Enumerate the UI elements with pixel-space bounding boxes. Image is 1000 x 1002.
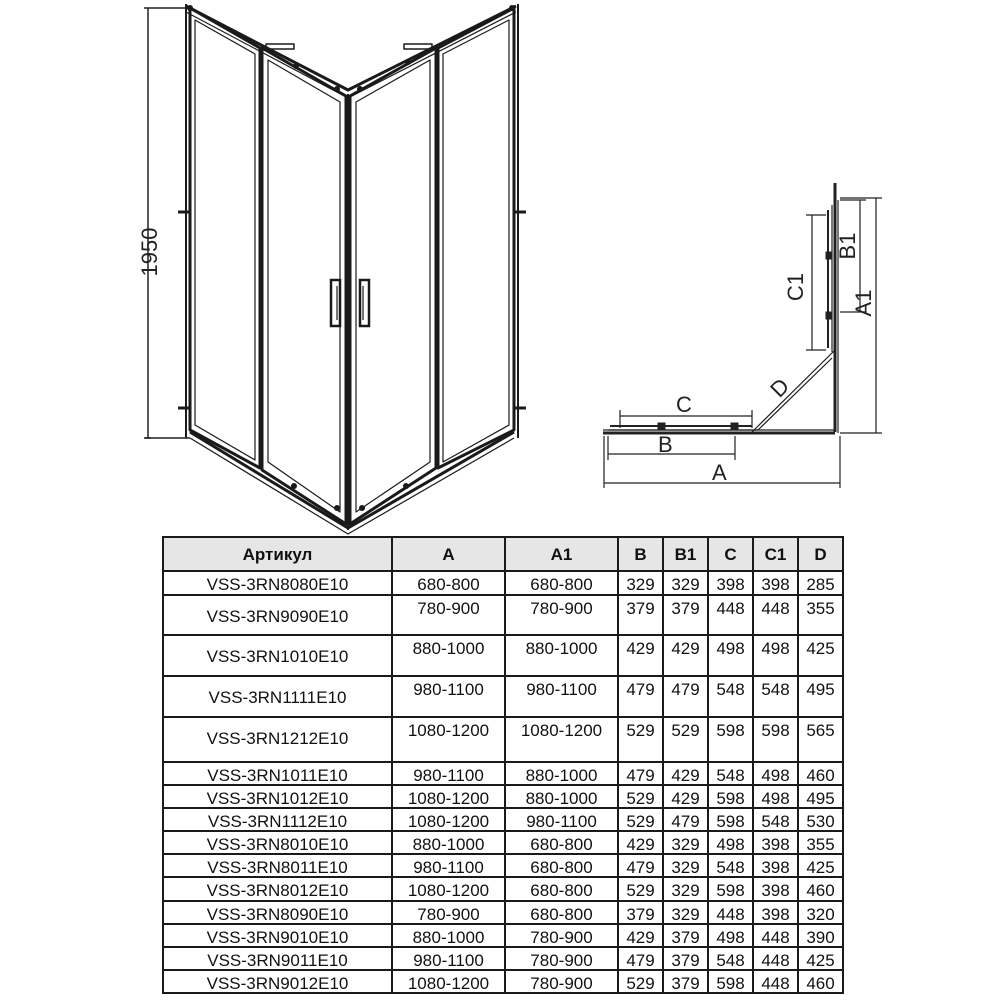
column-header: A1: [505, 537, 618, 571]
dimension-cell: 780-900: [505, 595, 618, 635]
dimension-cell: 329: [618, 571, 663, 595]
article-cell: VSS-3RN8010E10: [163, 831, 392, 854]
dimension-cell: 479: [618, 676, 663, 717]
article-cell: VSS-3RN9011E10: [163, 947, 392, 970]
article-cell: VSS-3RN1112E10: [163, 808, 392, 831]
dimension-cell: 780-900: [392, 595, 505, 635]
dimension-cell: 780-900: [505, 924, 618, 947]
dimension-cell: 598: [708, 877, 753, 901]
dimension-cell: 1080-1200: [392, 808, 505, 831]
dimension-cell: 548: [708, 854, 753, 877]
dimension-cell: 598: [708, 717, 753, 762]
dimension-cell: 479: [618, 854, 663, 877]
table-row: [163, 676, 843, 717]
dimension-cell: 398: [753, 877, 798, 901]
dimension-cell: 355: [798, 595, 843, 635]
dimension-cell: 448: [708, 901, 753, 924]
dimension-cell: 429: [618, 924, 663, 947]
article-cell: VSS-3RN8012E10: [163, 877, 392, 901]
dimension-cell: 980-1100: [392, 676, 505, 717]
column-header: B1: [663, 537, 708, 571]
dimension-cell: 390: [798, 924, 843, 947]
dimension-cell: 329: [663, 877, 708, 901]
dimension-cell: 680-800: [505, 571, 618, 595]
dimension-cell: 529: [663, 717, 708, 762]
table-row: [163, 808, 843, 831]
dimension-cell: 329: [663, 854, 708, 877]
table-row: [163, 947, 843, 970]
dimension-cell: 498: [708, 635, 753, 676]
dimension-cell: 479: [663, 808, 708, 831]
dimension-cell: 680-800: [505, 877, 618, 901]
article-cell: VSS-3RN1212E10: [163, 717, 392, 762]
dimension-cell: 498: [753, 635, 798, 676]
article-cell: VSS-3RN1012E10: [163, 785, 392, 808]
dimension-cell: 680-800: [392, 571, 505, 595]
dimension-cell: 398: [753, 571, 798, 595]
table-header-row: [163, 537, 843, 571]
dimension-cell: 379: [618, 901, 663, 924]
label-a1: A1: [851, 289, 876, 317]
dimension-cell: 398: [753, 901, 798, 924]
enclosure-frame: [178, 4, 526, 534]
dimension-cell: 548: [708, 762, 753, 785]
dimension-cell: 320: [798, 901, 843, 924]
dimension-cell: 529: [618, 970, 663, 993]
label-c1: C1: [783, 272, 808, 302]
dimension-cell: 498: [708, 831, 753, 854]
dimension-cell: 398: [753, 854, 798, 877]
dimension-cell: 460: [798, 762, 843, 785]
spec-table: [162, 536, 844, 994]
article-cell: VSS-3RN1111E10: [163, 676, 392, 717]
plan-view: [603, 183, 882, 488]
dimension-cell: 379: [663, 947, 708, 970]
dimension-cell: 448: [753, 947, 798, 970]
dimension-cell: 498: [753, 762, 798, 785]
dimension-cell: 398: [708, 571, 753, 595]
dimension-cell: 425: [798, 635, 843, 676]
dimension-cell: 1080-1200: [505, 717, 618, 762]
dimension-cell: 980-1100: [392, 854, 505, 877]
dimension-cell: 1080-1200: [392, 877, 505, 901]
article-cell: VSS-3RN1011E10: [163, 762, 392, 785]
dimension-cell: 498: [753, 785, 798, 808]
dimension-cell: 880-1000: [392, 635, 505, 676]
dimension-cell: 598: [708, 785, 753, 808]
dimension-cell: 448: [753, 595, 798, 635]
column-header: C1: [753, 537, 798, 571]
dimension-cell: 355: [798, 831, 843, 854]
table-row: [163, 571, 843, 595]
dimension-cell: 429: [663, 762, 708, 785]
dimension-cell: 448: [708, 595, 753, 635]
dimension-cell: 329: [663, 571, 708, 595]
dimension-cell: 680-800: [505, 831, 618, 854]
plan-labels: [658, 233, 876, 485]
dimension-cell: 598: [708, 970, 753, 993]
dimension-cell: 379: [663, 595, 708, 635]
dimension-cell: 680-800: [505, 901, 618, 924]
dimension-cell: 479: [663, 676, 708, 717]
dimension-cell: 379: [663, 924, 708, 947]
column-header: Артикул: [163, 537, 392, 571]
table-body: [163, 571, 843, 993]
table-row: [163, 785, 843, 808]
dimension-cell: 980-1100: [505, 676, 618, 717]
table-row: [163, 595, 843, 635]
dimension-cell: 529: [618, 808, 663, 831]
dimension-cell: 780-900: [505, 947, 618, 970]
dimension-cell: 880-1000: [392, 924, 505, 947]
dimension-cell: 479: [618, 762, 663, 785]
dimension-cell: 429: [663, 785, 708, 808]
column-header: A: [392, 537, 505, 571]
dimension-cell: 880-1000: [505, 635, 618, 676]
label-d: D: [765, 373, 795, 403]
dimension-cell: 780-900: [392, 901, 505, 924]
label-b1: B1: [835, 232, 860, 260]
article-cell: VSS-3RN9012E10: [163, 970, 392, 993]
table-row: [163, 831, 843, 854]
height-dimension: [144, 8, 190, 438]
dimension-cell: 548: [753, 808, 798, 831]
table-row: [163, 762, 843, 785]
dimension-cell: 429: [663, 635, 708, 676]
dimension-cell: 398: [753, 831, 798, 854]
dimension-cell: 980-1100: [392, 762, 505, 785]
article-cell: VSS-3RN8080E10: [163, 571, 392, 595]
dimension-cell: 1080-1200: [392, 717, 505, 762]
dimension-cell: 479: [618, 947, 663, 970]
label-b: B: [658, 432, 673, 457]
dimension-cell: 598: [753, 717, 798, 762]
table-row: [163, 877, 843, 901]
height-label: 1950: [137, 227, 162, 277]
dimension-cell: 425: [798, 854, 843, 877]
article-cell: VSS-3RN8090E10: [163, 901, 392, 924]
dimension-cell: 548: [708, 676, 753, 717]
article-cell: VSS-3RN8011E10: [163, 854, 392, 877]
dimension-cell: 980-1100: [505, 808, 618, 831]
dimension-cell: 529: [618, 717, 663, 762]
dimension-cell: 780-900: [505, 970, 618, 993]
dimension-cell: 880-1000: [505, 762, 618, 785]
label-a: A: [712, 460, 727, 485]
dimension-cell: 880-1000: [505, 785, 618, 808]
table-row: [163, 854, 843, 877]
dimension-cell: 680-800: [505, 854, 618, 877]
dimension-cell: 379: [663, 970, 708, 993]
dimension-cell: 425: [798, 947, 843, 970]
dimension-cell: 880-1000: [392, 831, 505, 854]
dimension-cell: 285: [798, 571, 843, 595]
dimension-cell: 548: [708, 947, 753, 970]
column-header: B: [618, 537, 663, 571]
dimension-cell: 495: [798, 785, 843, 808]
dimension-cell: 460: [798, 970, 843, 993]
column-header: D: [798, 537, 843, 571]
table-row: [163, 901, 843, 924]
article-cell: VSS-3RN9090E10: [163, 595, 392, 635]
dimension-cell: 495: [798, 676, 843, 717]
table-row: [163, 924, 843, 947]
dimension-cell: 529: [618, 877, 663, 901]
dimension-cell: 598: [708, 808, 753, 831]
dimension-cell: 379: [618, 595, 663, 635]
dimension-cell: 448: [753, 924, 798, 947]
column-header: C: [708, 537, 753, 571]
dimension-cell: 329: [663, 831, 708, 854]
table-row: [163, 970, 843, 993]
article-cell: VSS-3RN1010E10: [163, 635, 392, 676]
dimension-cell: 980-1100: [392, 947, 505, 970]
dimension-cell: 429: [618, 831, 663, 854]
table-row: [163, 635, 843, 676]
dimension-cell: 548: [753, 676, 798, 717]
label-c: C: [676, 392, 692, 417]
dimension-cell: 565: [798, 717, 843, 762]
dimension-cell: 329: [663, 901, 708, 924]
dimension-cell: 448: [753, 970, 798, 993]
article-cell: VSS-3RN9010E10: [163, 924, 392, 947]
dimension-cell: 1080-1200: [392, 785, 505, 808]
dimension-cell: 429: [618, 635, 663, 676]
dimension-cell: 530: [798, 808, 843, 831]
dimension-cell: 498: [708, 924, 753, 947]
dimension-cell: 529: [618, 785, 663, 808]
dimension-cell: 1080-1200: [392, 970, 505, 993]
table-row: [163, 717, 843, 762]
dimension-cell: 460: [798, 877, 843, 901]
